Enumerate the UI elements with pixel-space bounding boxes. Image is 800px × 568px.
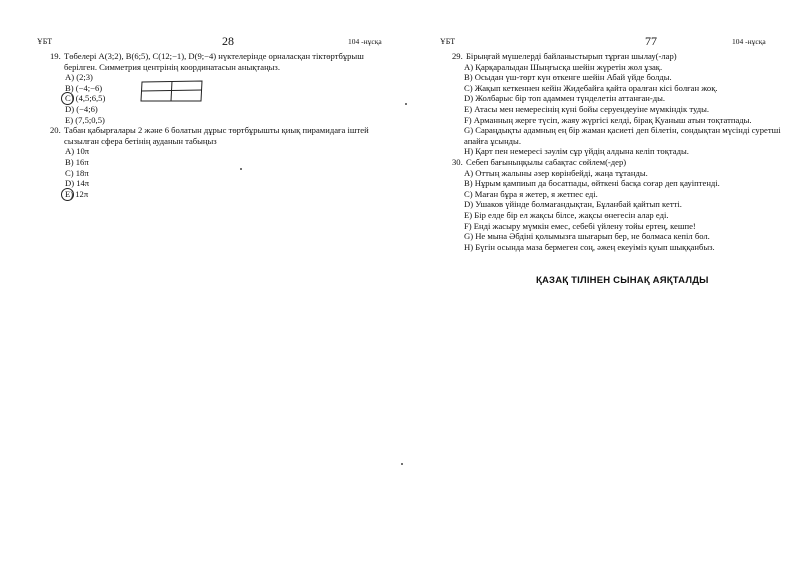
answer-options — [452, 62, 792, 157]
question-number: 20. — [50, 125, 61, 136]
answer-option-d[interactable]: D) Ушаков үйінде болмағандықтан, Бұланбай қайтып кетті. — [464, 199, 682, 210]
answer-option-b[interactable]: B) Нұрым қампиып да босатпады, өйткені басқа соғар деп қауіптенді. — [464, 178, 720, 189]
page-number: 77 — [645, 34, 657, 48]
answer-option-c-text: C) (4,5;6,5) — [65, 93, 106, 104]
answer-options — [50, 72, 380, 125]
answer-option-d[interactable]: D) (−4;6) — [65, 103, 98, 114]
question-29 — [452, 51, 792, 157]
answer-option-c[interactable]: C) 18π — [65, 167, 89, 178]
answer-option-h[interactable]: H) Бүгін осында маза бермеген соң, әжең екеуіміз қуып шыққанбыз. — [464, 241, 715, 252]
answer-option-d[interactable]: D) 14π — [65, 178, 90, 189]
answer-option-f[interactable]: F) Арманның жерге түсіп, жаяу жүргісі келді, бірақ Қуаныш атын тоқтатпады. — [464, 114, 752, 125]
answer-option-e[interactable]: E) Бір елде бір ел жақсы білсе, жақсы өнегесін алар еді. — [464, 209, 669, 220]
scan-speck — [405, 103, 407, 105]
answer-option-a[interactable]: A) Оттың жалыны әзер көрінбейді, жаңа тұтанды. — [464, 167, 648, 178]
page-number: 28 — [222, 34, 234, 48]
question-number: 19. — [50, 51, 61, 61]
answer-option-g[interactable]: G) Сараңдықты адамның ең бір жаман қасиеті деп білетін, сондықтан мүсінді суретші апайға ұсынды. — [464, 125, 781, 146]
header-variant: 104 -нұсқа — [732, 37, 766, 46]
question-20 — [50, 125, 380, 199]
answer-option-e-text: E) 12π — [65, 188, 89, 199]
answer-option-h[interactable]: H) Қарт пен немересі зәулім сұр үйдің алдына келіп тоқтады. — [464, 146, 689, 157]
rectangle-grid-sketch — [139, 79, 205, 103]
answer-options — [452, 168, 792, 253]
question-text: Табан қабырғалары 2 және 6 болатын дұрыс төртбұрышты қиық пирамидаға іштей сызылған сфера бетінің ауданын табыңыз — [64, 125, 369, 146]
answer-option-b[interactable]: B) (−4;−6) — [65, 82, 103, 93]
right-questions — [452, 51, 792, 252]
answer-option-b[interactable]: B) 16π — [65, 156, 89, 167]
answer-option-a[interactable]: A) Қарқаралыдан Шыңғысқа шейін жүретін жол ұзақ. — [464, 61, 663, 72]
answer-option-a[interactable]: A) (2;3) — [65, 72, 93, 83]
left-questions — [50, 51, 380, 199]
answer-option-c[interactable]: C) Маған бұра я жетер, я жетпес еді. — [464, 188, 598, 199]
scan-speck — [401, 463, 403, 465]
header-code: ҰБТ — [440, 37, 456, 46]
question-30 — [452, 157, 792, 252]
question-text: Бірыңғай мүшелерді байланыстырып тұрған шылау(-лар) — [466, 51, 677, 61]
question-number: 30. — [452, 156, 463, 167]
section-end-title: ҚАЗАҚ ТІЛІНЕН СЫНАҚ АЯҚТАЛДЫ — [536, 275, 709, 286]
answer-option-e[interactable]: E) Атасы мен немересінің күні бойы серуендеуіне мүмкіндік туды. — [464, 103, 710, 114]
answer-option-b[interactable]: B) Осыдан үш-төрт күн өткенге шейін Абай үйде болды. — [464, 72, 672, 83]
header-variant: 104 -нұсқа — [348, 37, 382, 46]
answer-option-f[interactable]: F) Енді жасыру мүмкін емес, себебі үйлену тойы ертең, кешпе! — [464, 220, 696, 231]
scan-speck — [240, 168, 242, 170]
answer-option-d[interactable]: D) Жолбарыс бір топ адаммен түнделетін аттанған-ды. — [464, 93, 666, 104]
answer-option-a[interactable]: A) 10π — [65, 146, 90, 157]
answer-option-e[interactable]: E) (7,5;0,5) — [65, 114, 105, 125]
answer-option-c[interactable]: C) Жақып кеткеннен кейін Жидебайға қайта оралған кісі болған жоқ. — [464, 82, 718, 93]
pen-circle-mark — [61, 188, 74, 201]
header-code: ҰБТ — [37, 37, 53, 46]
answer-option-g[interactable]: G) Не мына Әбдіні қолымызға шығарып бер, не болмаса кепіл бол. — [464, 231, 710, 242]
answer-option-e[interactable] — [50, 189, 380, 200]
question-19 — [50, 51, 380, 125]
answer-option-c[interactable] — [50, 93, 380, 104]
question-text: Төбелері A(3;2), B(6;5), C(12;−1), D(9;−4) нүктелерінде орналасқан тіктөртбұрыш берілген. Симметрия центрінің координатасын анықтаңыз. — [64, 51, 364, 72]
question-number: 29. — [452, 51, 463, 61]
question-text: Себеп бағыныңқылы сабақтас сөйлем(-дер) — [466, 156, 627, 167]
answer-options — [50, 146, 380, 199]
